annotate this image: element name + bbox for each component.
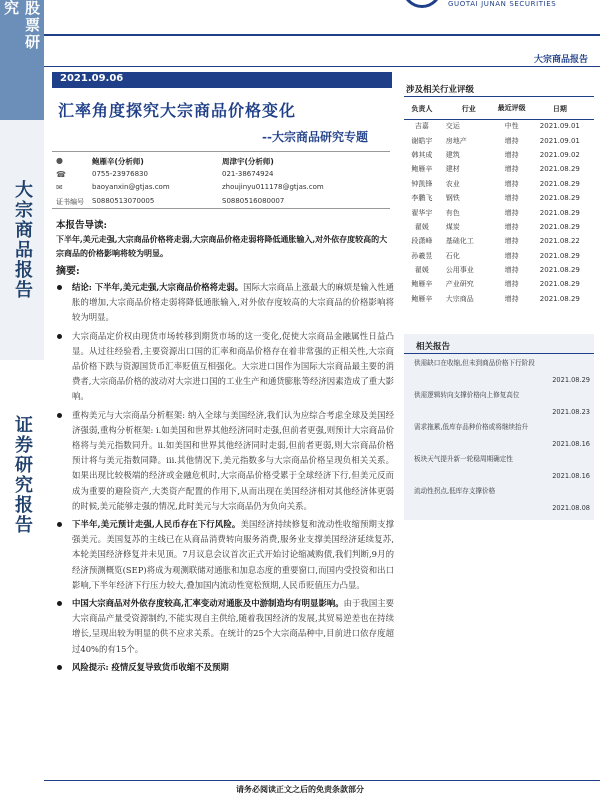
abstract-title: 摘要: bbox=[56, 266, 80, 277]
ratings-row bbox=[404, 148, 594, 162]
ratings-cell: 翟媛 bbox=[414, 266, 429, 275]
ratings-cell: 增持 bbox=[504, 294, 519, 303]
guide-body: 下半年,美元走强,大宗商品价格将走弱,大宗商品价格走弱将降低通胀输入,对外依存度较高的大宗商品的价格影响将较为明显。 bbox=[56, 234, 388, 258]
ratings-cell: 吉嘉 bbox=[414, 122, 429, 131]
bullet-item bbox=[52, 596, 394, 657]
ratings-cell: 2021.08.22 bbox=[539, 237, 580, 246]
analyst-2-email[interactable]: zhoujinyu011178@gtjas.com bbox=[222, 183, 324, 191]
bullet-body: 大宗商品定价权由现货市场转移到期货市场的这一变化,促使大宗商品金融属性日益凸显。从过往经验看,主要资源出口国的汇率和商品价格存在着非常强的正相关性,大宗商品价格下跌与资源国货币汇率贬值互相强化。大宗进口国作为国际大宗商品最主要的消费者,大宗商品价格的波动对大宗进口国的工业生产和通货膨胀等经济因素造成了重大影响。 bbox=[72, 330, 394, 402]
related-report-title[interactable]: 板块天气提升新一轮稳周期确定性 bbox=[414, 455, 513, 463]
ratings-cell: 产业研究 bbox=[445, 280, 474, 289]
sidebar-label-securities-report: 证券研究报告 bbox=[12, 415, 33, 535]
ratings-cell: 2021.08.29 bbox=[539, 165, 580, 174]
report-title: 汇率角度探究大宗商品价格变化 bbox=[58, 101, 297, 120]
ratings-cell: 公用事业 bbox=[445, 266, 474, 275]
ratings-header-cell: 日期 bbox=[526, 99, 594, 119]
bullet-body: 由于我国主要大宗商品产量受资源制约,不能实现自主供给,随着我国经济的发展,其贸易逆差也在持续增长,呈现出较为明显的供不应求关系。在统计的25个大宗商品种中,目前进口依存度超过40%的有15个。 bbox=[72, 598, 394, 654]
related-report-title[interactable]: 供需逻辑转向支撑价格向上修复高位 bbox=[414, 391, 520, 399]
analyst-1-phone: 0755-23976830 bbox=[92, 170, 148, 178]
ratings-cell: 鲍雁辛 bbox=[411, 165, 433, 174]
bullet-body: 重构美元与大宗商品分析框架: 纳入全球与美国经济,我们认为应综合考虑全球及美国经济强弱,重构分析框架: i.如美国和世界其他经济同时走强,但前者更强,则预计大宗商品价格将与美元指数同升。ii.如美国和世界其他经济同时走弱,但前者更弱,则大宗商品价格预计将与美元指数同降。iii.其他情况下,美元指数多与大宗商品价格呈现负相关关系。如果出现比较极端的经济或金融危机时,大宗商品价格受累于全球经济下行,但美元反而成为重要的避险资产,大类资产配置的作用下,从而出现在美国经济相对其他经济体更弱的时候,美元能够走强的情况,此时美元与大宗商品仍为负向关系。 bbox=[72, 409, 394, 511]
ratings-cell: 2021.08.29 bbox=[539, 194, 580, 203]
bullet-item bbox=[52, 280, 394, 326]
ratings-cell: 2021.08.29 bbox=[539, 266, 580, 275]
bullet-dot-icon bbox=[57, 522, 62, 527]
ratings-cell: 增持 bbox=[504, 150, 519, 159]
ratings-cell: 基础化工 bbox=[445, 237, 474, 246]
ratings-cell: 李鹏飞 bbox=[411, 194, 433, 203]
related-reports-list bbox=[414, 358, 590, 518]
ratings-cell: 2021.09.01 bbox=[539, 122, 580, 131]
ratings-cell: 交运 bbox=[445, 122, 460, 131]
bullet-dot-icon bbox=[57, 601, 62, 606]
ratings-cell: 增持 bbox=[504, 165, 519, 174]
ratings-row bbox=[404, 249, 594, 263]
bullet-dot-icon bbox=[57, 285, 62, 290]
analyst-1-name: 鲍雁辛(分析师) bbox=[92, 157, 144, 166]
ratings-cell: 段潇峰 bbox=[411, 237, 433, 246]
ratings-cell: 石化 bbox=[445, 251, 460, 260]
ratings-cell: 增持 bbox=[504, 237, 519, 246]
person-icon: ● bbox=[56, 156, 63, 165]
ratings-header-cell: 行业 bbox=[440, 99, 498, 119]
ratings-cell: 增持 bbox=[504, 266, 519, 275]
bullet-dot-icon bbox=[57, 334, 62, 339]
related-report-item[interactable] bbox=[414, 454, 590, 482]
header-divider bbox=[44, 34, 600, 36]
related-report-date: 2021.08.08 bbox=[552, 504, 590, 512]
ratings-cell: 建材 bbox=[445, 165, 460, 174]
bullet-item bbox=[52, 408, 394, 514]
ratings-row bbox=[404, 133, 594, 147]
ratings-header-cell: 负责人 bbox=[404, 99, 440, 119]
ratings-cell: 翟华宇 bbox=[411, 208, 433, 217]
ratings-cell: 鲍雁辛 bbox=[411, 280, 433, 289]
ratings-cell: 钢铁 bbox=[445, 194, 460, 203]
analyst-info bbox=[52, 151, 390, 209]
related-reports-title: 相关报告 bbox=[416, 342, 451, 352]
ratings-divider bbox=[404, 96, 594, 97]
related-report-item[interactable] bbox=[414, 422, 590, 450]
sidebar-label-stock-research: 股票研究 bbox=[2, 0, 41, 51]
left-sidebar bbox=[0, 0, 44, 800]
analyst-1-cert: S0880513070005 bbox=[92, 197, 155, 205]
gtja-logo-icon bbox=[402, 0, 442, 8]
ratings-cell: 2021.08.29 bbox=[539, 251, 580, 260]
logo-text: GUOTAI JUNAN SECURITIES bbox=[448, 0, 557, 8]
ratings-cell: 2021.08.29 bbox=[539, 208, 580, 217]
guide-title: 本报告导读: bbox=[56, 220, 108, 231]
ratings-cell: 增持 bbox=[504, 222, 519, 231]
bullet-item bbox=[52, 329, 394, 405]
bullet-body: 国际大宗商品上涨最大的麻烦是输入性通胀的增加,大宗商品价格走弱将降低通胀输入,对外依存度较高的大宗商品的价格影响将较为明显。 bbox=[72, 282, 394, 323]
ratings-cell: 房地产 bbox=[445, 136, 467, 145]
bullet-item bbox=[52, 517, 394, 593]
bullet-dot-icon bbox=[57, 413, 62, 418]
analyst-2-cert: S0880516080007 bbox=[222, 197, 285, 205]
ratings-cell: 中性 bbox=[504, 122, 519, 131]
related-report-title[interactable]: 供需缺口在收缩,但未到商品价格下行阶段 bbox=[414, 359, 535, 367]
report-date: 2021.09.06 bbox=[60, 73, 124, 84]
abstract-bullets bbox=[52, 280, 394, 678]
ratings-cell: 农业 bbox=[445, 179, 460, 188]
ratings-cell: 鲍雁辛 bbox=[411, 294, 433, 303]
ratings-cell: 有色 bbox=[445, 208, 460, 217]
related-report-title[interactable]: 流动性拐点,低库存支撑价格 bbox=[414, 487, 496, 495]
ratings-title: 涉及相关行业评级 bbox=[406, 85, 475, 95]
bullet-item bbox=[52, 660, 394, 675]
ratings-cell: 煤炭 bbox=[445, 222, 460, 231]
related-report-item[interactable] bbox=[414, 358, 590, 386]
ratings-cell: 增持 bbox=[504, 136, 519, 145]
email-icon: ✉ bbox=[56, 183, 63, 192]
related-report-item[interactable] bbox=[414, 486, 590, 514]
report-type-label: 大宗商品报告 bbox=[533, 55, 588, 65]
bullet-dot-icon bbox=[57, 665, 62, 670]
ratings-row bbox=[404, 234, 594, 248]
analyst-1-email[interactable]: baoyanxin@gtjas.com bbox=[92, 183, 170, 191]
sidebar-label-commodity-report: 大宗商品报告 bbox=[12, 180, 33, 300]
bullet-lead: 下半年,美元预计走强,人民币存在下行风险。 bbox=[72, 519, 241, 530]
ratings-cell: 孙羲昱 bbox=[411, 251, 433, 260]
bullet-lead: 中国大宗商品对外依存度较高,汇率变动对通胀及中游制造均有明显影响。 bbox=[72, 598, 344, 609]
ratings-cell: 翟媛 bbox=[414, 222, 429, 231]
report-subtitle: --大宗商品研究专题 bbox=[262, 130, 368, 144]
ratings-cell: 钟凯锋 bbox=[411, 179, 433, 188]
ratings-cell: 大宗商品 bbox=[445, 294, 474, 303]
ratings-cell: 2021.08.29 bbox=[539, 280, 580, 289]
related-divider bbox=[404, 353, 594, 354]
cert-label: 证书编号 bbox=[56, 198, 84, 206]
related-report-title[interactable]: 需求拖累,低库存品种价格或将继续抬升 bbox=[414, 423, 529, 431]
bullet-lead: 结论: 下半年,美元走强,大宗商品价格将走弱。 bbox=[72, 282, 244, 292]
date-badge bbox=[52, 72, 392, 88]
ratings-row bbox=[404, 119, 594, 133]
ratings-row bbox=[404, 191, 594, 205]
footer-disclaimer: 请务必阅读正文之后的免责条款部分 bbox=[236, 784, 364, 794]
header-divider-2 bbox=[44, 66, 600, 67]
ratings-row bbox=[404, 162, 594, 176]
ratings-row bbox=[404, 205, 594, 219]
bullet-body: 美国经济持续修复和流动性收缩预期支撑强美元。美国复苏的主线已在从商品消费转向服务消费,服务业支撑美国经济延续复苏,本轮美国经济修复并未见顶。7月议息会议首次正式开始讨论缩减购债,我们判断,9月的经济预测概览(SEP)将成为观测联储对通胀和加息态度的重要窗口,而国内受投资和出口影响,下半年经济下行压力较大,叠加国内流动性宽松预期,人民币贬值压力凸显。 bbox=[72, 519, 394, 590]
ratings-header-row bbox=[404, 99, 594, 119]
related-report-date: 2021.08.23 bbox=[552, 408, 590, 416]
ratings-cell: 2021.09.01 bbox=[539, 136, 580, 145]
related-report-date: 2021.08.29 bbox=[552, 376, 590, 384]
ratings-cell: 增持 bbox=[504, 179, 519, 188]
ratings-cell: 2021.08.29 bbox=[539, 294, 580, 303]
ratings-cell: 2021.09.02 bbox=[539, 150, 580, 159]
bullet-lead: 风险提示: 疫情反复导致货币收缩不及预期 bbox=[72, 661, 229, 672]
ratings-cell: 2021.08.29 bbox=[539, 222, 580, 231]
ratings-cell: 2021.08.29 bbox=[539, 179, 580, 188]
ratings-cell: 谢皓宇 bbox=[411, 136, 433, 145]
ratings-row bbox=[404, 220, 594, 234]
ratings-row bbox=[404, 277, 594, 291]
footer-divider bbox=[44, 780, 600, 781]
analyst-2-phone: 021-38674924 bbox=[222, 170, 274, 178]
ratings-cell: 增持 bbox=[504, 280, 519, 289]
ratings-row bbox=[404, 292, 594, 306]
ratings-cell: 建筑 bbox=[445, 150, 460, 159]
ratings-header-cell: 最近评级 bbox=[498, 99, 526, 119]
ratings-row bbox=[404, 177, 594, 191]
ratings-table bbox=[404, 99, 594, 306]
ratings-cell: 韩其成 bbox=[411, 150, 433, 159]
ratings-row bbox=[404, 263, 594, 277]
ratings-cell: 增持 bbox=[504, 251, 519, 260]
ratings-cell: 增持 bbox=[504, 208, 519, 217]
related-report-date: 2021.08.16 bbox=[552, 440, 590, 448]
analyst-2-name: 周津宇(分析师) bbox=[222, 157, 274, 166]
ratings-cell: 增持 bbox=[504, 194, 519, 203]
related-report-date: 2021.08.16 bbox=[552, 472, 590, 480]
phone-icon: ☎ bbox=[56, 170, 66, 179]
related-report-item[interactable] bbox=[414, 390, 590, 418]
